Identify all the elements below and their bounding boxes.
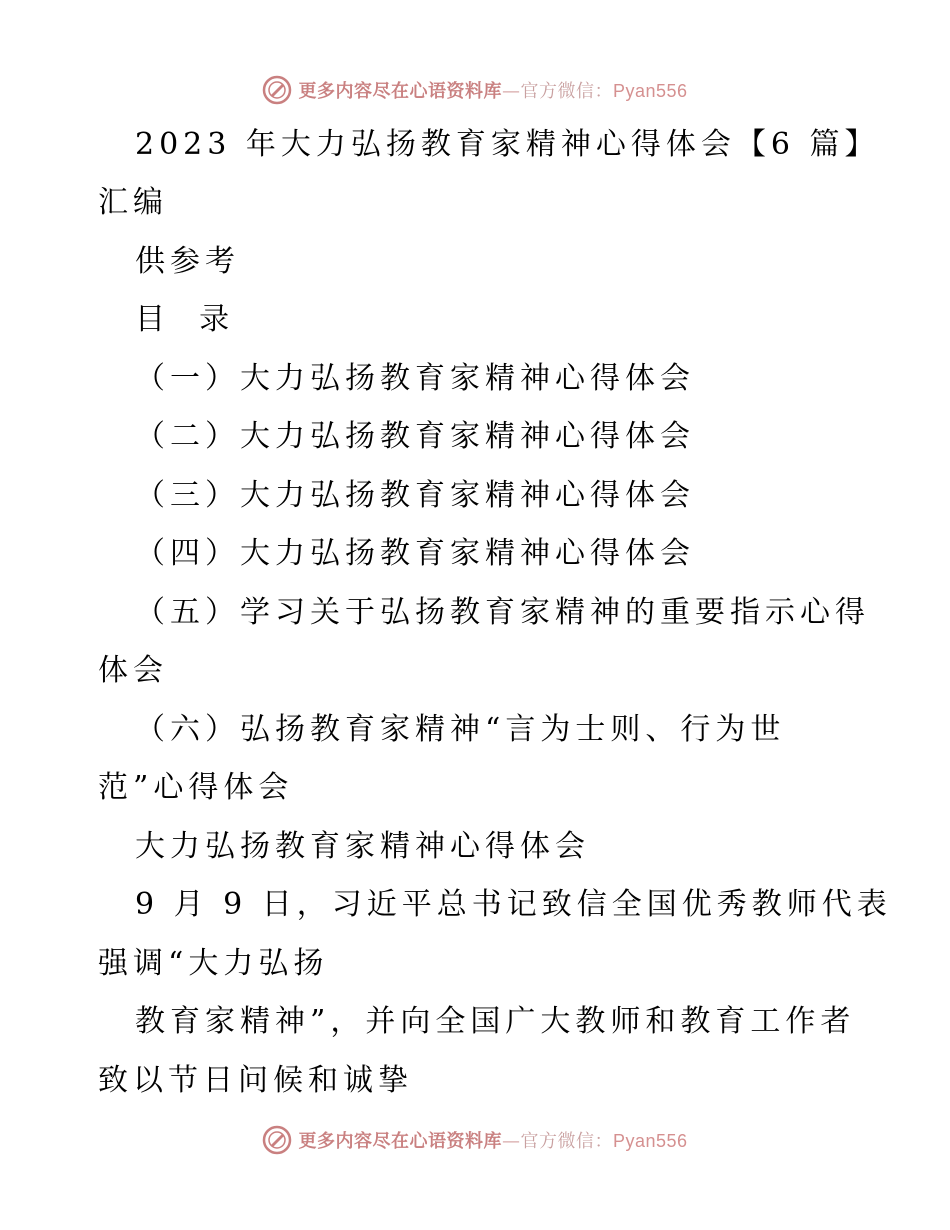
header-banner xyxy=(0,72,950,108)
body-line: 教育家精神”，并向全国广大教师和教育工作者 xyxy=(135,1004,856,1039)
banner-main-text: 更多内容尽在心语资料库 xyxy=(298,81,502,102)
banner-wechat-id: Pyan556 xyxy=(612,1131,688,1151)
reference-note: 供参考 xyxy=(135,244,240,279)
body-line: 强调“大力弘扬 xyxy=(98,946,329,981)
seal-logo-icon xyxy=(262,75,292,105)
banner-text xyxy=(298,77,687,103)
banner-main-text: 更多内容尽在心语资料库 xyxy=(298,1131,502,1152)
toc-heading: 目 录 xyxy=(135,302,235,337)
body-line: 9 月 9 日，习近平总书记致信全国优秀教师代表 xyxy=(135,887,892,922)
document-title-line2: 汇编 xyxy=(98,185,168,220)
body-line: 致以节日问候和诚挚 xyxy=(98,1063,413,1098)
toc-item: （一）大力弘扬教育家精神心得体会 xyxy=(135,361,695,396)
banner-wechat-id: Pyan556 xyxy=(612,81,688,101)
toc-item: （六）弘扬教育家精神“言为士则、行为世 xyxy=(135,712,786,747)
banner-wechat-label: 官方微信： xyxy=(520,1131,613,1152)
banner-separator: — xyxy=(501,81,521,102)
footer-banner xyxy=(0,1122,950,1158)
section-title: 大力弘扬教育家精神心得体会 xyxy=(135,829,590,864)
banner-content xyxy=(262,75,687,105)
toc-item: （三）大力弘扬教育家精神心得体会 xyxy=(135,478,695,513)
banner-separator: — xyxy=(501,1131,521,1152)
toc-item-continued: 范”心得体会 xyxy=(98,770,294,805)
banner-wechat-label: 官方微信： xyxy=(520,81,613,102)
toc-item: （四）大力弘扬教育家精神心得体会 xyxy=(135,536,695,571)
toc-item: （二）大力弘扬教育家精神心得体会 xyxy=(135,419,695,454)
toc-item: （五）学习关于弘扬教育家精神的重要指示心得 xyxy=(135,595,870,630)
banner-content xyxy=(262,1125,687,1155)
banner-text xyxy=(298,1127,687,1153)
seal-logo-icon xyxy=(262,1125,292,1155)
document-title-line1: 2023 年大力弘扬教育家精神心得体会【6 篇】 xyxy=(135,127,880,162)
toc-item-continued: 体会 xyxy=(98,653,168,688)
